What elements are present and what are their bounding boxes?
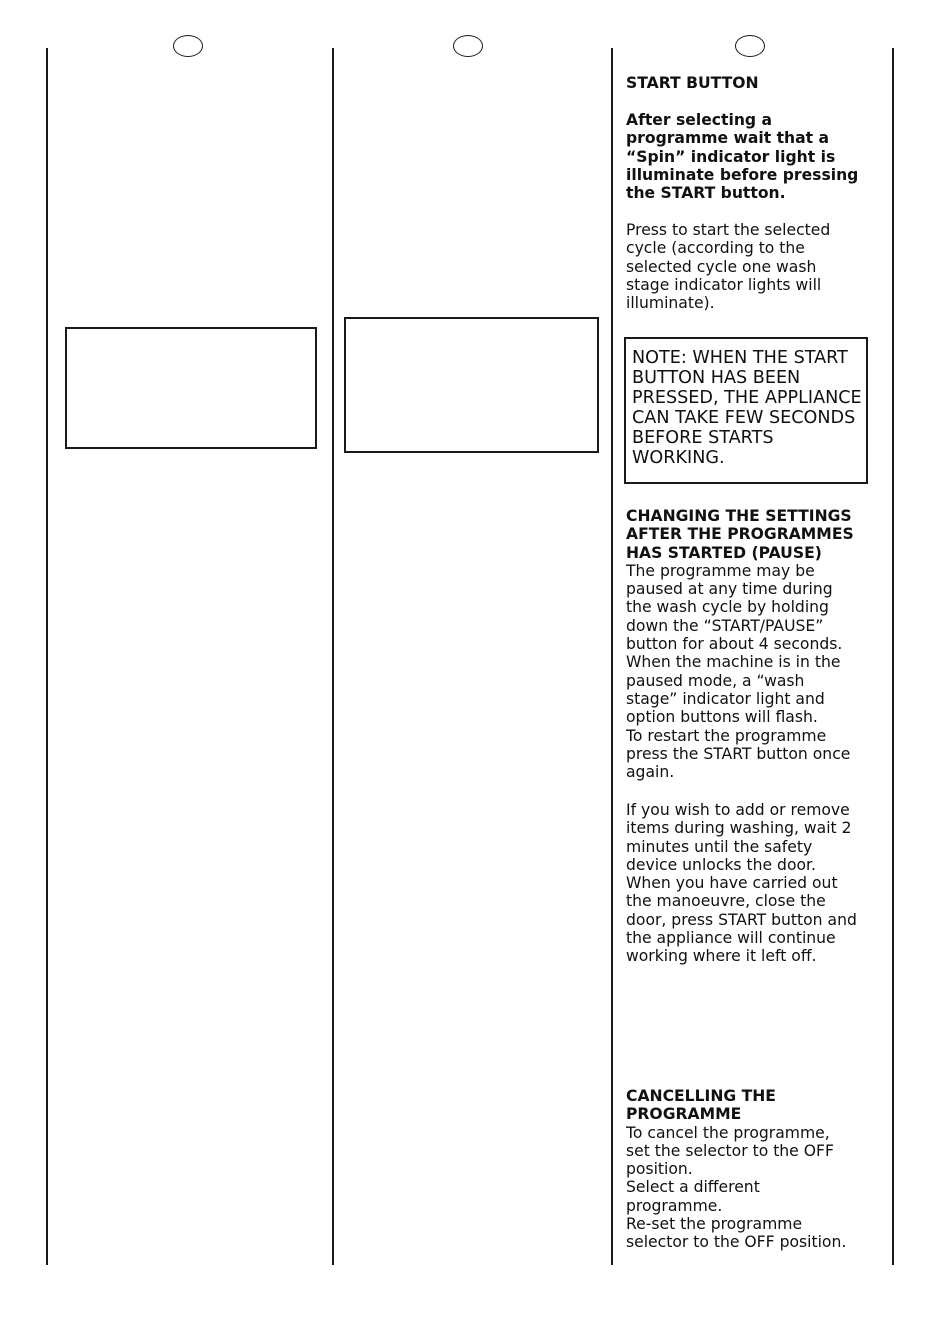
- pause-section: [626, 507, 876, 781]
- note-line: BEFORE STARTS: [632, 428, 774, 448]
- description-line: stage indicator lights will: [626, 275, 822, 294]
- column-divider-right: [892, 48, 894, 1265]
- instruction-line: After selecting a: [626, 111, 773, 129]
- pause-body-line: press the START button once: [626, 744, 851, 763]
- add-remove-line: If you wish to add or remove: [626, 801, 850, 819]
- pause-heading-line: HAS STARTED (PAUSE): [626, 543, 822, 562]
- note-line: NOTE: WHEN THE START: [632, 348, 848, 368]
- pause-body-line: button for about 4 seconds.: [626, 635, 843, 654]
- start-button-heading: START BUTTON: [626, 74, 759, 92]
- pause-body-line: stage” indicator light and: [626, 689, 825, 708]
- add-remove-line: device unlocks the door.: [626, 855, 816, 874]
- add-remove-line: the appliance will continue: [626, 929, 836, 948]
- add-remove-line: door, press START button and: [626, 910, 857, 929]
- empty-note-box-column-1: [65, 327, 317, 449]
- cancel-body-line: To cancel the programme,: [626, 1123, 830, 1142]
- empty-note-box-column-2: [344, 317, 599, 453]
- cancel-heading-line: PROGRAMME: [626, 1105, 742, 1124]
- cancel-heading-line: CANCELLING THE: [626, 1087, 776, 1105]
- add-remove-line: minutes until the safety: [626, 837, 813, 856]
- pause-body-line: option buttons will flash.: [626, 708, 818, 727]
- language-marker-column-1: [173, 35, 203, 57]
- note-line: PRESSED, THE APPLIANCE: [632, 388, 862, 408]
- column-divider-middle-left: [332, 48, 334, 1265]
- cancel-body-line: programme.: [626, 1196, 723, 1215]
- instruction-line: “Spin” indicator light is: [626, 147, 836, 166]
- add-remove-line: When you have carried out: [626, 874, 838, 893]
- language-marker-column-3: [735, 35, 765, 57]
- cancel-section: [626, 1087, 876, 1252]
- note-line: WORKING.: [632, 448, 725, 468]
- instruction-line: the START button.: [626, 184, 786, 203]
- cancel-body-line: position.: [626, 1160, 693, 1179]
- pause-body-line: When the machine is in the: [626, 653, 841, 672]
- pause-body-line: paused at any time during: [626, 580, 833, 599]
- cancel-body-line: Select a different: [626, 1178, 760, 1197]
- pause-heading-line: CHANGING THE SETTINGS: [626, 507, 852, 525]
- add-remove-line: the manoeuvre, close the: [626, 892, 826, 911]
- instruction-line: illuminate before pressing: [626, 165, 859, 184]
- add-remove-section: [626, 801, 876, 966]
- description-line: Press to start the selected: [626, 221, 831, 239]
- start-button-description: [626, 221, 876, 312]
- note-line: BUTTON HAS BEEN: [632, 368, 801, 388]
- start-button-instruction: [626, 111, 876, 202]
- pause-body-line: paused mode, a “wash: [626, 671, 805, 690]
- column-divider-left: [46, 48, 48, 1265]
- cancel-body-line: selector to the OFF position.: [626, 1233, 847, 1252]
- pause-body-line: down the “START/PAUSE”: [626, 616, 824, 635]
- pause-body-line: To restart the programme: [626, 726, 827, 745]
- instruction-line: programme wait that a: [626, 129, 830, 148]
- pause-body-line: again.: [626, 763, 675, 782]
- cancel-body-line: set the selector to the OFF: [626, 1141, 834, 1160]
- pause-body-line: The programme may be: [626, 561, 815, 580]
- description-line: cycle (according to the: [626, 239, 805, 258]
- language-marker-column-2: [453, 35, 483, 57]
- cancel-body-line: Re-set the programme: [626, 1215, 803, 1234]
- start-button-section: [626, 74, 876, 92]
- description-line: selected cycle one wash: [626, 257, 817, 276]
- add-remove-line: items during washing, wait 2: [626, 819, 852, 838]
- description-line: illuminate).: [626, 294, 715, 313]
- pause-body-line: the wash cycle by holding: [626, 598, 829, 617]
- add-remove-line: working where it left off.: [626, 947, 817, 966]
- column-divider-middle-right: [611, 48, 613, 1265]
- note-line: CAN TAKE FEW SECONDS: [632, 408, 856, 428]
- pause-heading-line: AFTER THE PROGRAMMES: [626, 525, 854, 544]
- note-text: [632, 348, 872, 468]
